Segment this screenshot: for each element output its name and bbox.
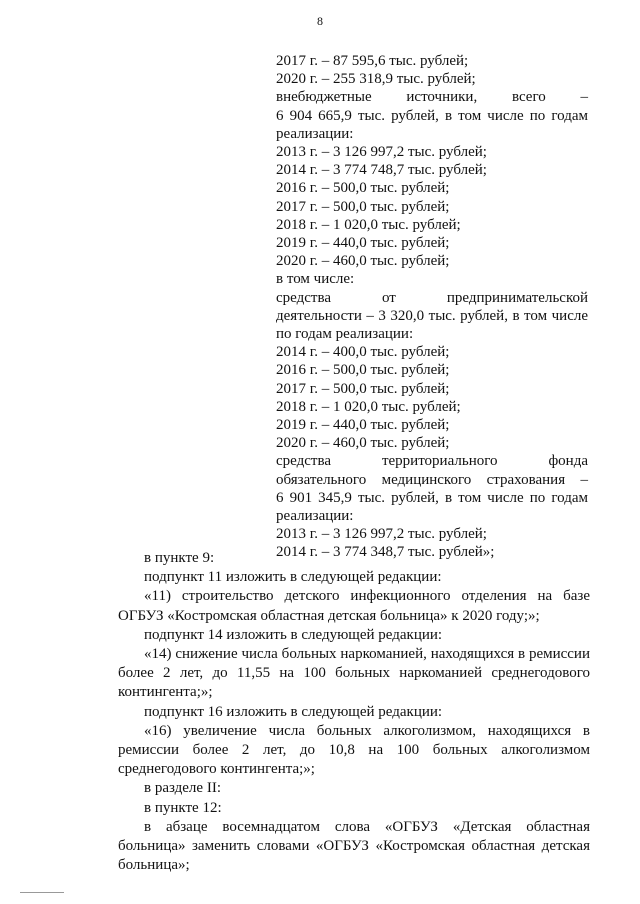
funding-line: 2013 г. – 3 126 997,2 тыс. рублей; (276, 144, 487, 161)
funding-line: 2017 г. – 500,0 тыс. рублей; (276, 198, 450, 215)
funding-line: 2019 г. – 440,0 тыс. рублей; (276, 235, 450, 252)
paragraph: «16) увеличение числа больных алкоголизмом, находящихся в ремиссии более 2 лет, до 10,8 на 100 больных алкоголизмом среднегодового контингента;»; (118, 722, 590, 778)
paragraph: в пункте 12: (144, 799, 222, 816)
paragraph: подпункт 16 изложить в следующей редакции: (144, 703, 443, 720)
paragraph: «14) снижение числа больных наркоманией, находящихся в ремиссии более 2 лет, до 11,55 на 100 больных наркоманией среднегодового контингента;»; (118, 646, 590, 701)
funding-line: 2017 г. – 87 595,6 тыс. рублей; (276, 53, 469, 69)
funding-line: 2019 г. – 440,0 тыс. рублей; (276, 417, 450, 434)
paragraph: в абзаце восемнадцатом слова «ОГБУЗ «Детская областная больница» заменить словами «ОГБУЗ «Костромская областная детская больница»; (118, 818, 590, 874)
funding-line: реализации: (276, 508, 354, 525)
funding-line: средства от предпринимательской (276, 289, 588, 306)
amendment-text (118, 549, 590, 875)
paragraph: подпункт 14 изложить в следующей редакции: (144, 626, 443, 643)
funding-line: реализации: (276, 125, 354, 142)
funding-line: 6 901 345,9 тыс. рублей, в том числе по годам (276, 489, 588, 506)
paragraph: подпункт 11 изложить в следующей редакции: (144, 569, 442, 586)
funding-line: 2016 г. – 500,0 тыс. рублей; (276, 180, 450, 197)
footer-divider (20, 892, 64, 893)
funding-line: в том числе: (276, 271, 355, 288)
funding-line: 2020 г. – 460,0 тыс. рублей; (276, 435, 450, 452)
funding-column (276, 52, 588, 562)
paragraph: в разделе II: (144, 780, 221, 797)
funding-line: средства территориального фонда (276, 453, 588, 470)
funding-line: 2018 г. – 1 020,0 тыс. рублей; (276, 398, 461, 415)
funding-line: 2014 г. – 3 774 348,7 тыс. рублей»; (276, 544, 495, 561)
paragraph: в пункте 9: (144, 550, 215, 566)
funding-line: 2014 г. – 400,0 тыс. рублей; (276, 344, 450, 361)
funding-line: деятельности – 3 320,0 тыс. рублей, в том числе (276, 307, 588, 324)
funding-line: по годам реализации: (276, 326, 414, 343)
funding-line: 6 904 665,9 тыс. рублей, в том числе по годам (276, 107, 588, 124)
page-number: 8 (317, 14, 323, 28)
funding-line: 2014 г. – 3 774 748,7 тыс. рублей; (276, 162, 487, 179)
funding-line: 2020 г. – 255 318,9 тыс. рублей; (276, 71, 476, 88)
funding-line: обязательного медицинского страхования – (276, 471, 588, 488)
funding-line: 2016 г. – 500,0 тыс. рублей; (276, 362, 450, 379)
funding-line: 2020 г. – 460,0 тыс. рублей; (276, 253, 450, 270)
funding-line: 2018 г. – 1 020,0 тыс. рублей; (276, 216, 461, 233)
funding-line: внебюджетные источники, всего – (276, 89, 588, 106)
funding-line: 2017 г. – 500,0 тыс. рублей; (276, 380, 450, 397)
funding-line: 2013 г. – 3 126 997,2 тыс. рублей; (276, 526, 487, 543)
paragraph: «11) строительство детского инфекционного отделения на базе ОГБУЗ «Костромская областная детская больница» к 2020 году;»; (118, 588, 590, 624)
